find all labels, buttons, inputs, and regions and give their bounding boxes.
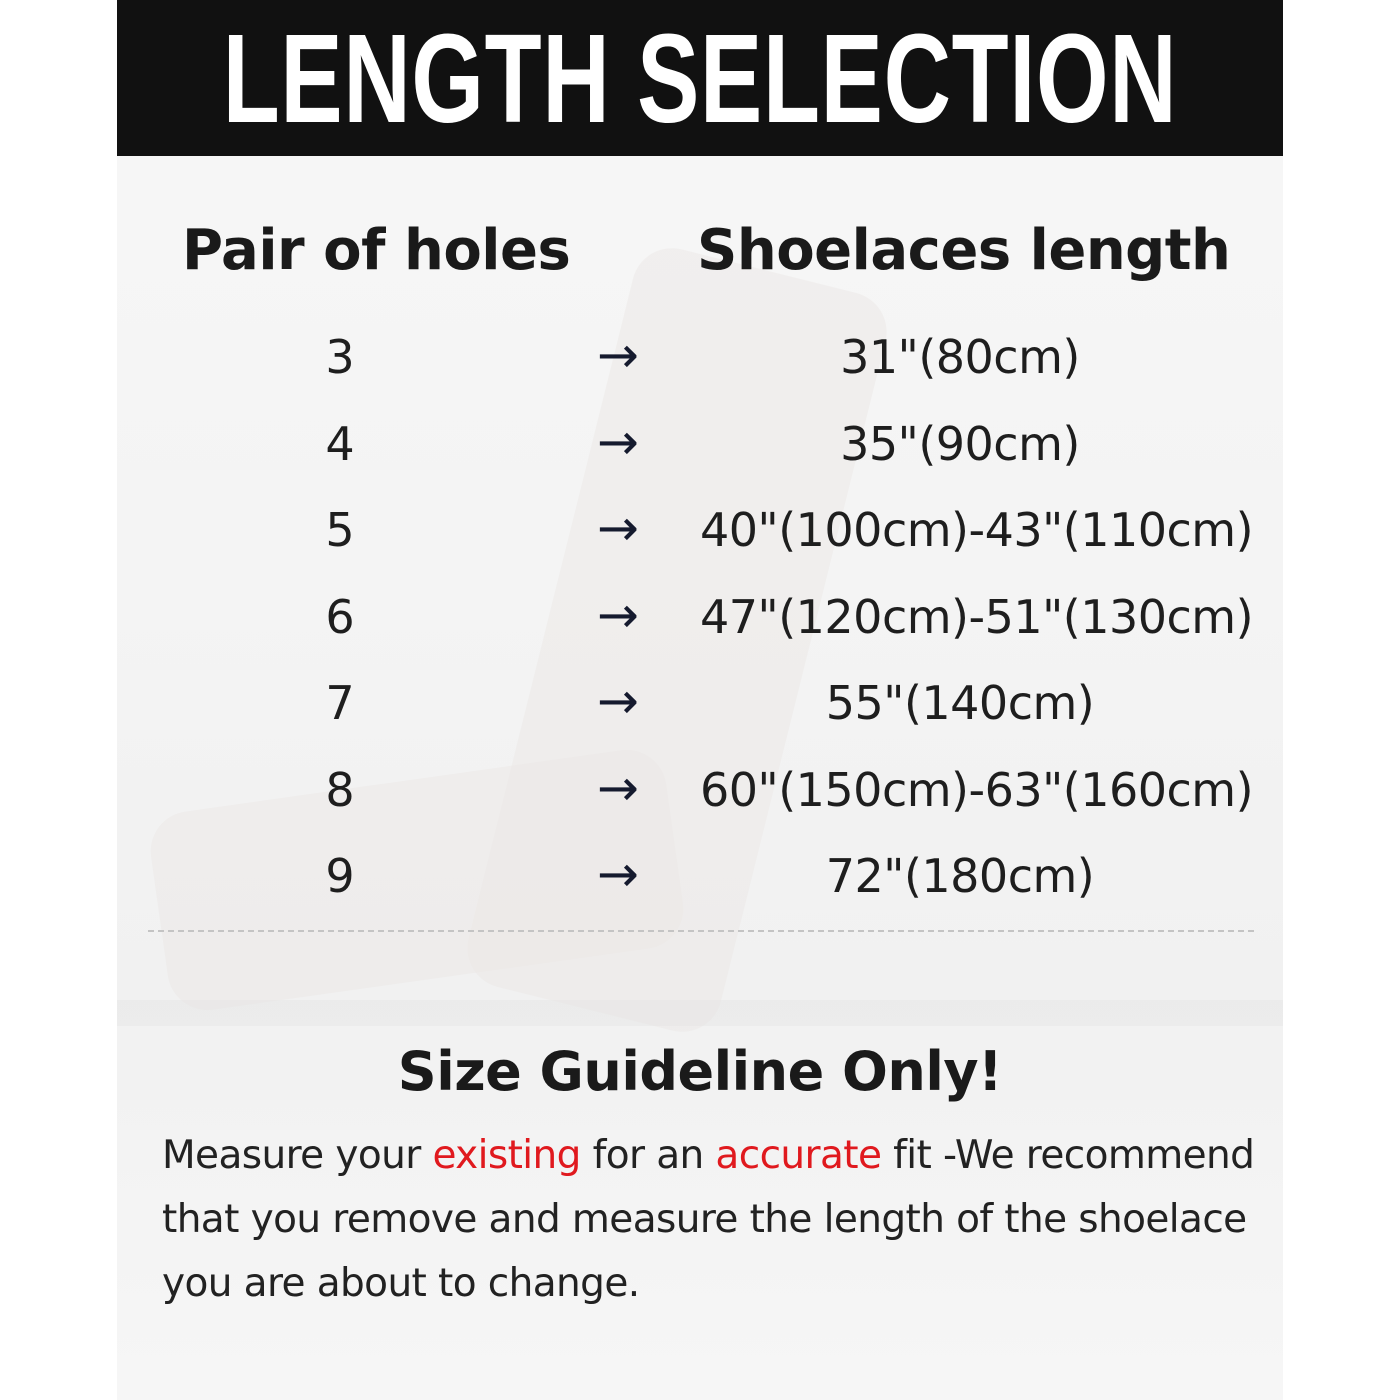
column-header-holes: Pair of holes xyxy=(182,218,571,283)
holes-value: 5 xyxy=(325,503,355,557)
table-row xyxy=(0,751,1400,838)
length-value: 35"(90cm) xyxy=(840,416,1080,471)
arrow-right-icon: → xyxy=(597,412,639,471)
table-row xyxy=(0,664,1400,751)
table-row xyxy=(0,837,1400,924)
guideline-text-part: for an xyxy=(580,1133,716,1178)
table-row xyxy=(0,578,1400,665)
table-row xyxy=(0,405,1400,492)
highlight-accurate: accurate xyxy=(715,1133,882,1178)
arrow-right-icon: → xyxy=(597,585,639,644)
header-banner xyxy=(117,0,1283,156)
arrow-right-icon: → xyxy=(597,499,639,557)
length-value: 55"(140cm) xyxy=(825,676,1095,730)
holes-value: 9 xyxy=(325,849,355,903)
holes-value: 3 xyxy=(325,330,355,384)
holes-value: 4 xyxy=(325,416,355,471)
background-step-shape xyxy=(117,1000,1283,1026)
page-title: LENGTH SELECTION xyxy=(222,8,1178,149)
size-table xyxy=(0,318,1400,924)
table-row xyxy=(0,318,1400,405)
holes-value: 8 xyxy=(325,762,355,817)
guideline-text xyxy=(162,1124,1272,1316)
guideline-heading: Size Guideline Only! xyxy=(397,1040,1003,1103)
arrow-right-icon: → xyxy=(597,672,639,730)
arrow-right-icon: → xyxy=(597,845,639,903)
holes-value: 6 xyxy=(325,589,355,644)
length-value: 72"(180cm) xyxy=(825,849,1095,903)
length-value: 31"(80cm) xyxy=(840,330,1080,384)
length-value: 60"(150cm)-63"(160cm) xyxy=(700,762,1254,817)
length-value: 40"(100cm)-43"(110cm) xyxy=(700,503,1254,557)
highlight-existing: existing xyxy=(432,1133,581,1178)
guideline-text-part: Measure your xyxy=(162,1133,433,1178)
arrow-right-icon: → xyxy=(597,758,639,817)
table-row xyxy=(0,491,1400,578)
column-header-length: Shoelaces length xyxy=(697,218,1231,283)
length-value: 47"(120cm)-51"(130cm) xyxy=(700,589,1254,644)
guideline-text-part: fit -We recommend that you remove and measure the length of the shoelace you are about to change. xyxy=(162,1133,1255,1306)
holes-value: 7 xyxy=(325,676,355,730)
dashed-divider xyxy=(148,930,1254,932)
arrow-right-icon: → xyxy=(597,326,639,384)
